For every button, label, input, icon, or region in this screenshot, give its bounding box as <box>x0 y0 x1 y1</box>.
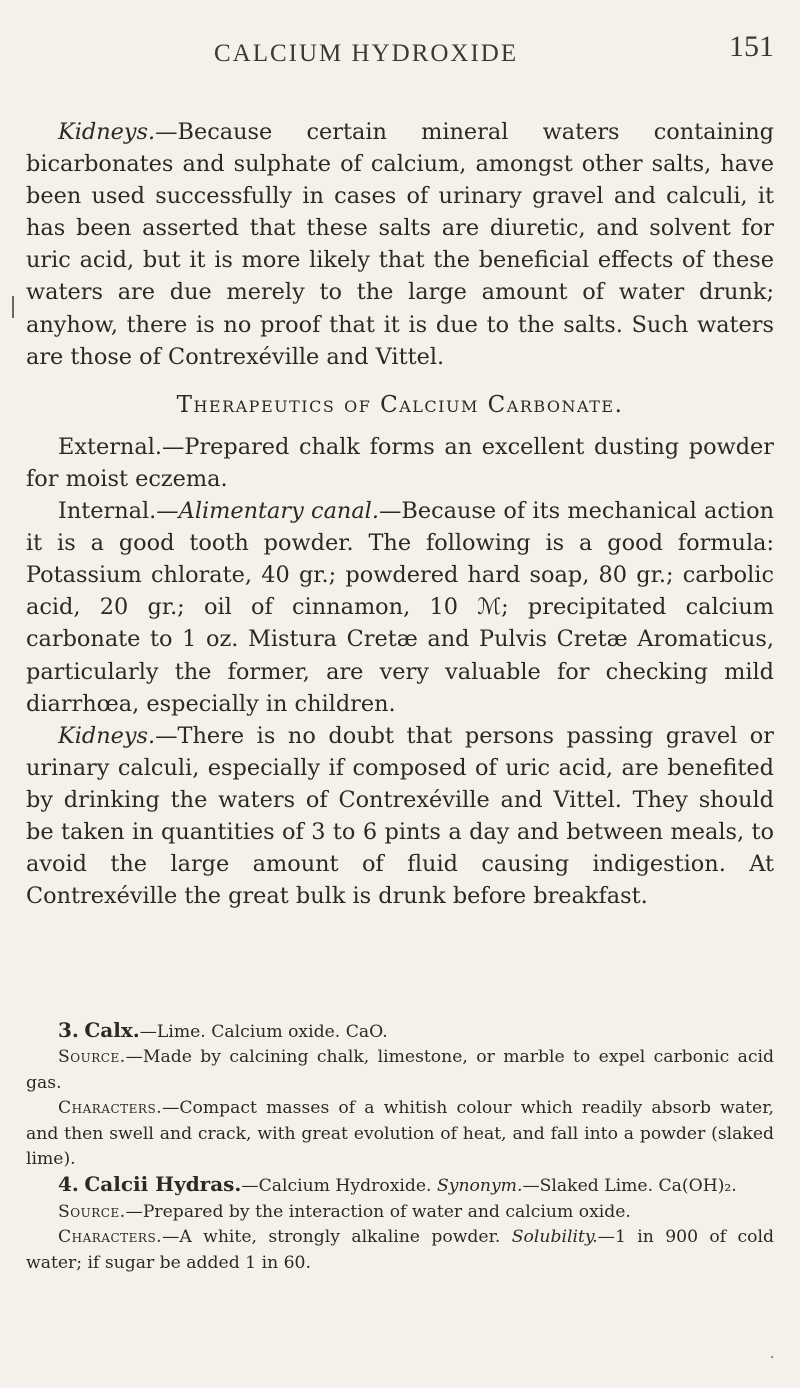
kidneys-text: —Because certain mineral waters containing bicarbonates and sulphate of calcium, amongst other salts, have been used successfully in cases of urinary gravel and calculi, it has been asserted that these salts are diuretic, and solvent for uric acid, but it is more likely that the beneficial effects of these waters are due merely to the large amount of water drunk; anyhow, there is no proof that it is due to the salts. Such waters are those of Contrexéville and Vittel. <box>26 119 774 370</box>
external-lead: External. <box>58 433 162 460</box>
calcii-solubility-label: Solubility. <box>511 1227 598 1248</box>
kidneys2-text: —There is no doubt that persons passing gravel or urinary calculi, especially if composed of uric acid, are benefited by drinking the waters of Contrexéville and Vittel. They should be taken in quantities of 3 to 6 pints a day and between meals, to avoid the large amount of fluid causing indigestion. At Contrexéville the great bulk is drunk before breakfast. <box>26 722 774 910</box>
internal-lead: Internal. <box>58 498 157 525</box>
running-head <box>0 28 800 68</box>
calx-source-text: —Made by calcining chalk, limestone, or marble to expel carbonic acid gas. <box>26 1047 774 1093</box>
calx-characters <box>26 1096 774 1172</box>
page-specks: · <box>770 1350 775 1366</box>
kidneys2-paragraph <box>26 720 774 913</box>
internal-text: —Because of its mechanical action it is a good tooth powder. The following is a good formula: Potassium chlorate, 40 gr.; powdered hard soap, 80 gr.; carbolic acid, 20 gr.; oil of cinnamon, 10 ℳ; precipitated calcium carbonate to 1 oz. Mistura Cretæ and Pulvis Cretæ Aromaticus, particularly the former, are very valuable for checking mild diarrhœa, especially in children. <box>26 498 774 717</box>
running-title: CALCIUM HYDROXIDE <box>214 40 519 67</box>
calx-number: 3. <box>58 1018 79 1042</box>
calcii-desc: —Calcium Hydroxide. <box>241 1176 432 1197</box>
calx-characters-text: —Compact masses of a whitish colour which readily absorb water, and then swell and crack, with great evolution of heat, and fall into a powder (slaked lime). <box>26 1098 774 1170</box>
calx-source-label: Source. <box>58 1047 126 1068</box>
calcii-source-text: —Prepared by the interaction of water and calcium oxide. <box>125 1201 631 1222</box>
calcii-synonym-label: Synonym. <box>437 1176 523 1197</box>
calcii-source <box>26 1200 774 1225</box>
calcii-characters-text: —A white, strongly alkaline powder. <box>162 1227 501 1248</box>
calx-desc: —Lime. Calcium oxide. CaO. <box>139 1022 388 1042</box>
margin-mark <box>12 296 14 318</box>
kidneys-lead: Kidneys. <box>58 119 156 145</box>
therapeutics-heading: Therapeutics of Calcium Carbonate. <box>176 391 624 418</box>
main-text <box>26 116 774 912</box>
internal-sub: —Alimentary canal. <box>156 498 379 525</box>
calcii-number: 4. <box>58 1172 79 1197</box>
calcii-synonym-text: —Slaked Lime. Ca(OH)₂. <box>522 1176 737 1197</box>
internal-paragraph <box>26 495 774 720</box>
page-number: 151 <box>729 30 774 63</box>
calx-characters-label: Characters. <box>58 1098 163 1119</box>
calx-source <box>26 1045 774 1096</box>
kidneys2-lead: Kidneys. <box>58 722 156 749</box>
calx-name: Calx. <box>84 1018 140 1042</box>
calx-heading <box>26 1018 774 1045</box>
calcii-characters <box>26 1225 774 1276</box>
external-paragraph <box>26 431 774 495</box>
calcii-source-label: Source. <box>58 1201 126 1222</box>
calcii-name: Calcii Hydras. <box>84 1172 242 1197</box>
calcii-solubility-text: —1 in 900 of cold water; if sugar be added 1 in 60. <box>26 1227 774 1273</box>
kidneys-paragraph <box>26 116 774 373</box>
monograph-text <box>26 1018 774 1276</box>
external-text: —Prepared chalk forms an excellent dusting powder for moist eczema. <box>26 433 774 492</box>
calcii-heading <box>26 1172 774 1199</box>
calcii-characters-label: Characters. <box>58 1227 163 1248</box>
